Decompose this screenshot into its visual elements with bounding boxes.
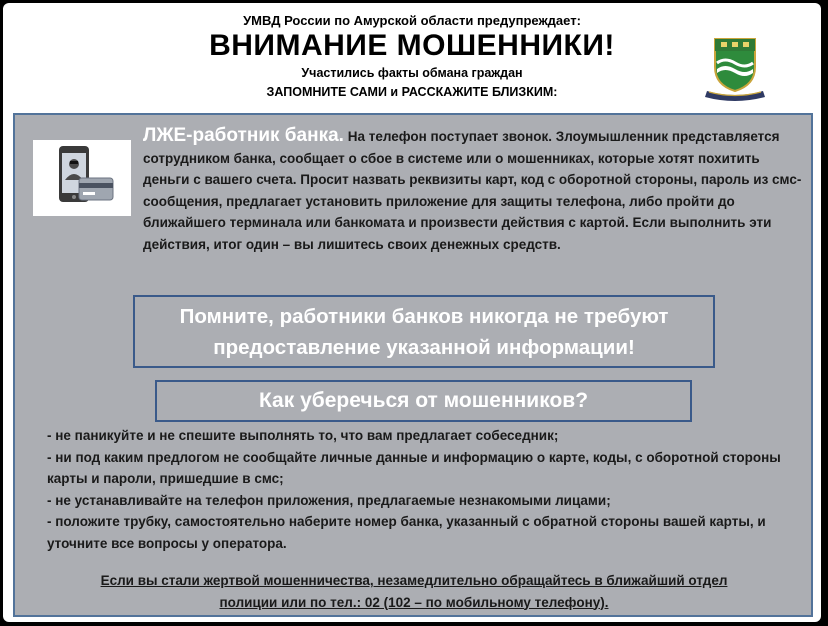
scenario-highlight: ЛЖЕ-работник банка. <box>143 125 344 146</box>
issuer-line: УМВД России по Амурской области предупреждает: <box>243 13 581 28</box>
fraud-scenario-description <box>143 125 803 255</box>
poster <box>3 3 821 622</box>
list-item: - не устанавливайте на телефон приложения, предлагаемые незнакомыми лицами; <box>47 492 611 508</box>
reminder-line-1: Помните, работники банков никогда не требуют <box>179 305 669 328</box>
list-item: - положите трубку, самостоятельно наберите номер банка, указанный с обратной стороны вашей карты, и уточните все вопросы у оператора. <box>47 514 766 551</box>
footer-line-1: Если вы стали жертвой мошенничества, незамедлительно обращайтесь в ближайший отдел <box>100 573 728 588</box>
police-contact-footer <box>35 570 793 613</box>
amur-region-coat-of-arms-icon <box>703 33 767 101</box>
footer-line-2: полиции или по тел.: 02 (102 – по мобильному телефону). <box>219 594 609 610</box>
info-panel <box>13 113 813 617</box>
phone-with-fraudster-and-bank-card-icon <box>33 140 131 216</box>
scenario-text: На телефон поступает звонок. Злоумышленник представляется сотрудником банка, сообщает о сбое в системе или о мошенниках, которые хотят похитить деньги с вашего счета. Просит назвать реквизиты карт, код с оборотной стороны, пароль из смс-сообщения, предлагает установить приложение для защиты телефона, либо пройти до ближайшего терминала или банкомата и произвести действия с картой. Если выполнить эти действия, итог один – вы лишитесь своих денежных средств. <box>143 129 802 252</box>
list-item: - ни под каким предлогом не сообщайте личные данные и информацию о карте, коды, с оборотной стороны карты и пароли, пришедшие в смс; <box>47 449 781 486</box>
protection-tips-list <box>47 425 795 554</box>
subtitle-line-2: ЗАПОМНИТЕ САМИ и РАССКАЖИТЕ БЛИЗКИМ: <box>266 85 558 99</box>
poster-title: ВНИМАНИЕ МОШЕННИКИ! <box>209 29 615 62</box>
protection-heading: Как уберечься от мошенников? <box>155 380 692 422</box>
list-item: - не паникуйте и не спешите выполнять то, что вам предлагает собеседник; <box>47 428 559 443</box>
reminder-box <box>133 295 715 368</box>
reminder-line-2: предоставление указанной информации! <box>213 336 635 359</box>
subtitle-line-1: Участились факты обмана граждан <box>301 66 523 80</box>
